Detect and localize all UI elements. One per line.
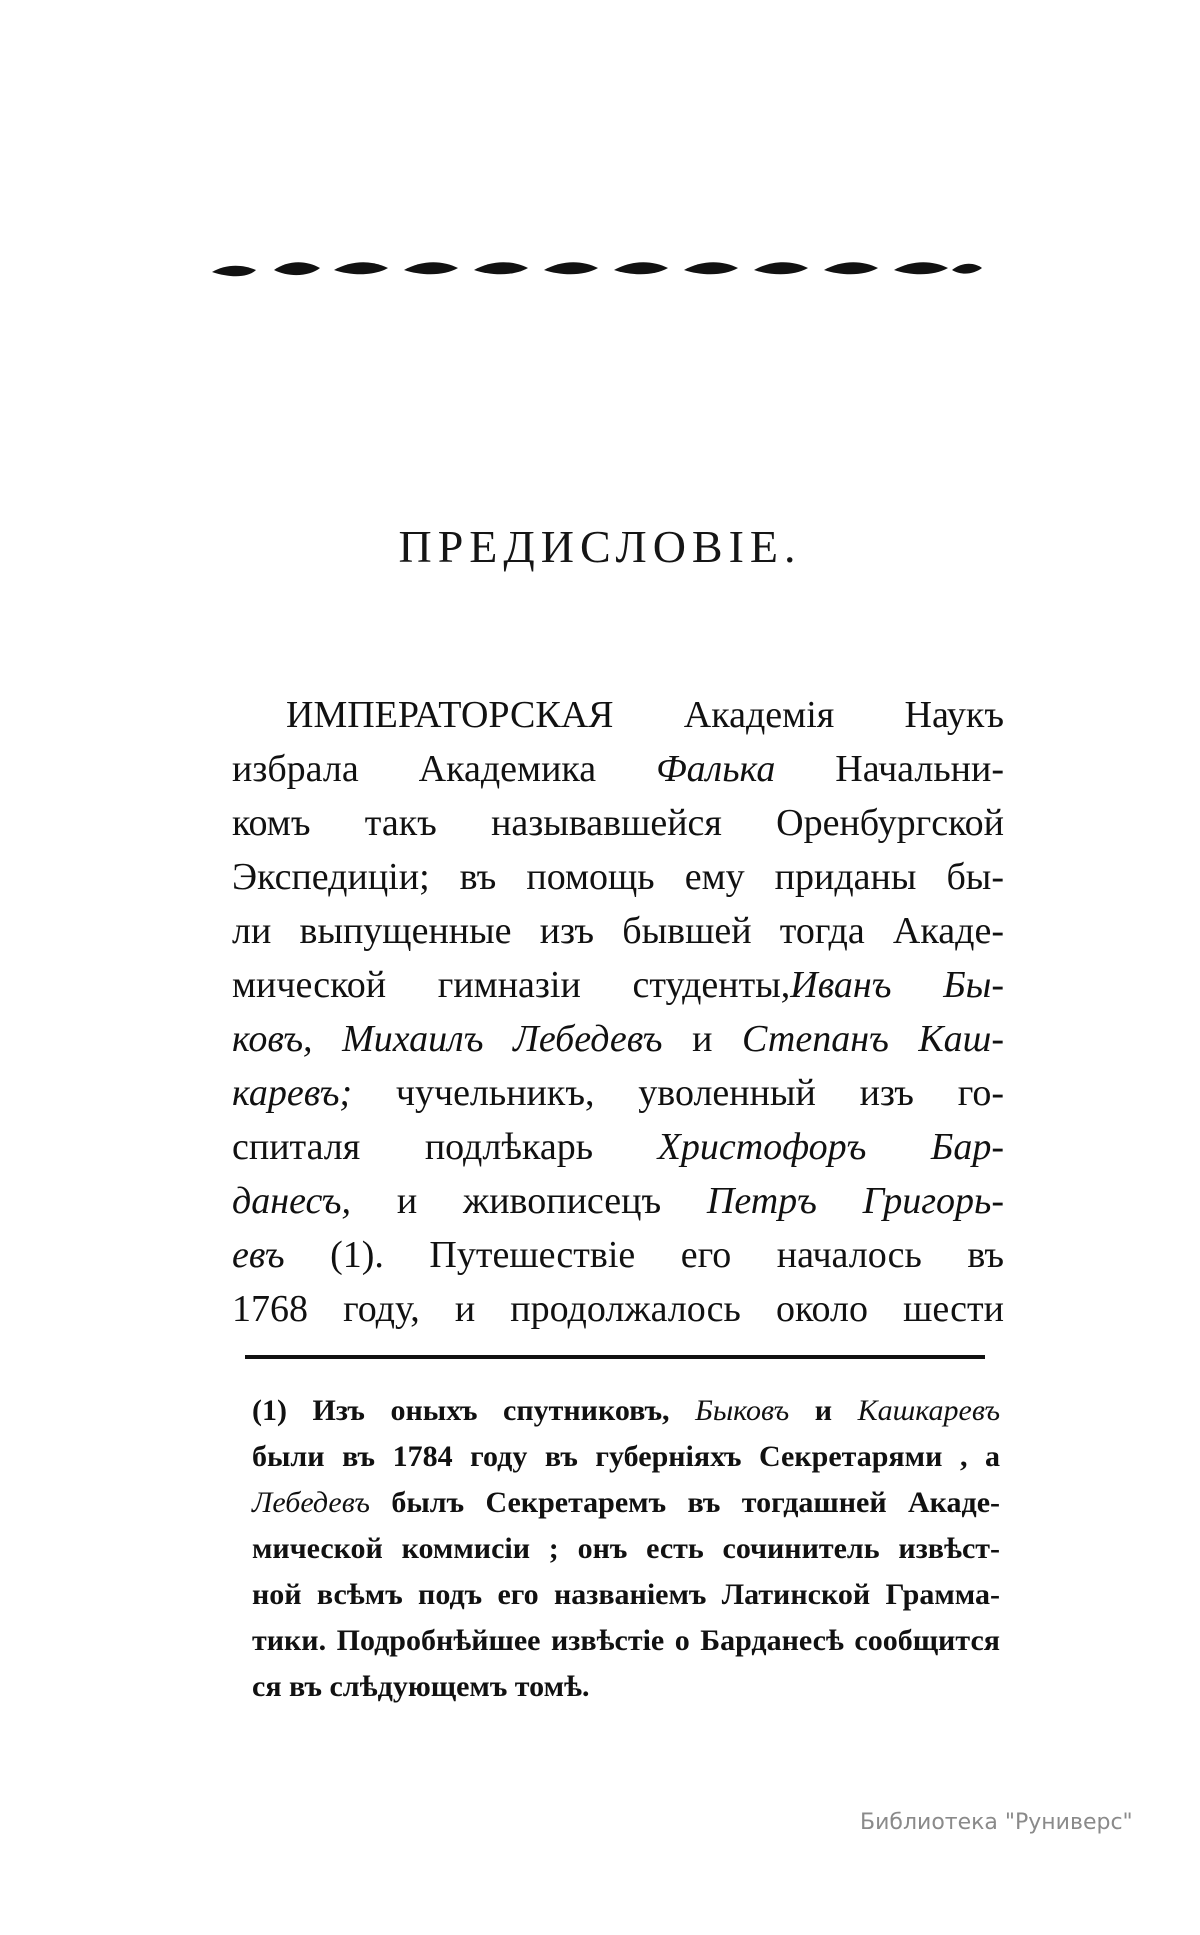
body-text-span: мической гимназіи студенты,: [232, 964, 791, 1006]
footnote-line: [252, 1572, 1000, 1618]
footnote-line: [252, 1480, 1000, 1526]
body-line: [232, 688, 1004, 742]
body-text-span: комъ такъ называвшейся Оренбургской: [232, 802, 1004, 844]
body-text-span: Экспедиціи; въ помощь ему приданы бы-: [232, 856, 1004, 898]
body-line: [232, 1120, 1004, 1174]
body-text-span: ли выпущенные изъ бывшей тогда Акаде-: [232, 910, 1004, 952]
body-text-span: избрала Академика: [232, 748, 597, 790]
body-name-span: Петръ Григорь-: [706, 1180, 1004, 1222]
preface-body: [232, 688, 1004, 1336]
footnote-text-span: ся въ слѣдующемъ томѣ.: [252, 1670, 590, 1703]
footnote-line: [252, 1526, 1000, 1572]
body-line: [232, 958, 1004, 1012]
footnote-line: [252, 1618, 1000, 1664]
body-text-span: спиталя подлѣкарь: [232, 1126, 594, 1168]
body-line: [232, 850, 1004, 904]
footnote-text-span: были въ 1784 году въ губерніяхъ Секретарями , а: [252, 1440, 1000, 1473]
footnote-text-span: мической коммисіи ; онъ есть сочинитель извѣст-: [252, 1532, 1000, 1565]
footnote: [252, 1388, 1000, 1710]
body-line: [232, 742, 1004, 796]
footnote-line: [252, 1434, 1000, 1480]
body-line: [232, 1012, 1004, 1066]
footnote-line: [252, 1388, 1000, 1434]
body-text-span: чучельникъ, уволенный изъ го-: [395, 1072, 1004, 1114]
footnote-name-span: Кашкаревъ: [857, 1394, 1001, 1427]
body-text-span: ИМПЕРАТОРСКАЯ Академія Наукъ: [286, 694, 1004, 736]
body-name-span: данесъ,: [232, 1180, 352, 1222]
footnote-text-span: (1) Изъ оныхъ спутниковъ,: [252, 1394, 670, 1427]
body-text-span: и: [692, 1018, 713, 1060]
body-name-span: евъ: [232, 1234, 285, 1276]
body-line: [232, 1228, 1004, 1282]
body-name-span: Иванъ Бы-: [790, 964, 1004, 1006]
library-watermark: Библиотека "Руниверс": [860, 1810, 1133, 1835]
body-line: [232, 1174, 1004, 1228]
footnote-name-span: Быковъ: [695, 1394, 790, 1427]
footnote-text-span: тики. Подробнѣйшее извѣстіе о Барданесѣ сообщится: [252, 1624, 1000, 1657]
page-title: ПРЕДИСЛОВІЕ.: [398, 521, 802, 572]
body-name-span: ковъ, Михаилъ Лебедевъ: [232, 1018, 663, 1060]
footnote-text-span: былъ Секретаремъ въ тогдашней Акаде-: [391, 1486, 1000, 1519]
body-text-span: Начальни-: [835, 748, 1004, 790]
body-line: [232, 1282, 1004, 1336]
body-name-span: каревъ;: [232, 1072, 353, 1114]
footnote-name-span: Лебедевъ: [252, 1486, 370, 1519]
body-text-span: (1). Путешествіе его началось въ: [330, 1234, 1005, 1276]
body-name-span: Степанъ Каш-: [742, 1018, 1004, 1060]
body-text-span: 1768 году, и продолжалось около шести: [232, 1288, 1004, 1330]
footnote-line: [252, 1664, 1000, 1710]
body-line: [232, 1066, 1004, 1120]
body-name-span: Христофоръ Бар-: [657, 1126, 1004, 1168]
body-name-span: Фалька: [656, 748, 776, 790]
ornamental-border: [212, 248, 982, 288]
footnote-divider: [245, 1355, 985, 1359]
footnote-text-span: и: [814, 1394, 833, 1427]
body-line: [232, 904, 1004, 958]
footnote-text-span: ной всѣмъ подъ его названіемъ Латинской Грамма-: [252, 1578, 1000, 1611]
body-line: [232, 796, 1004, 850]
body-text-span: и живописецъ: [396, 1180, 662, 1222]
